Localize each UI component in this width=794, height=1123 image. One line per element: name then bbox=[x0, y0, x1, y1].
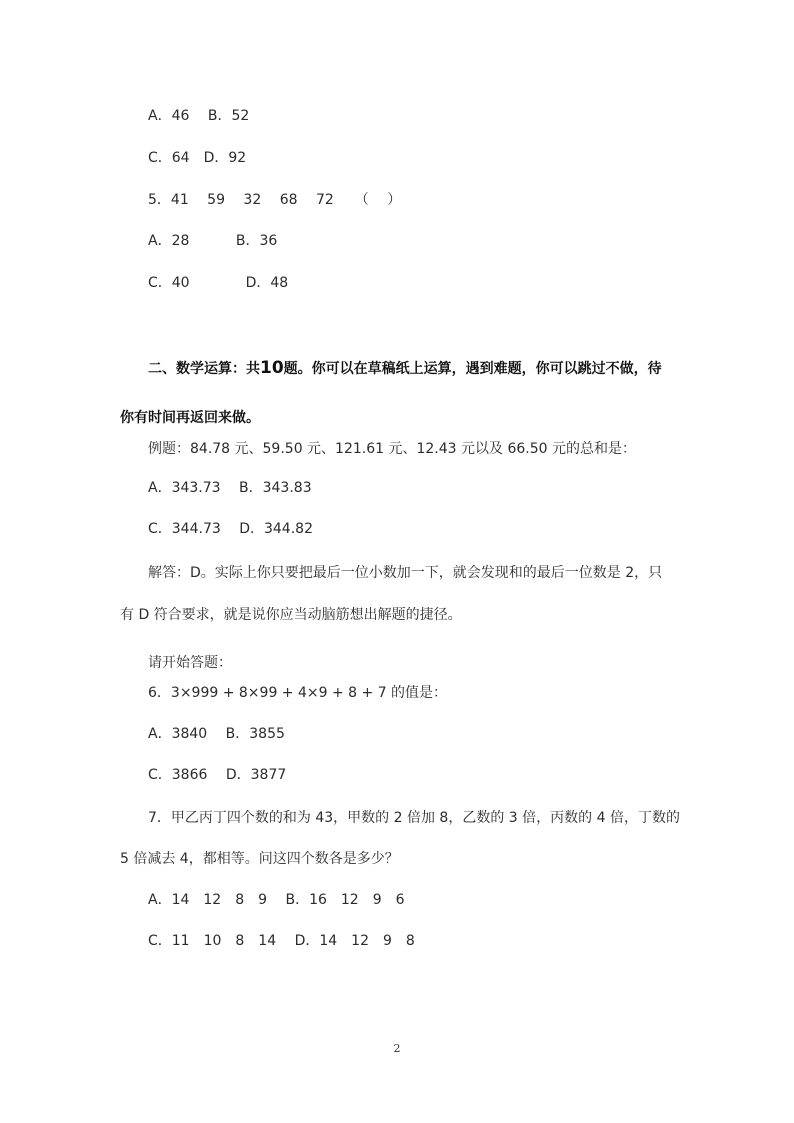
example-stem: 例题：84.78 元、59.50 元、121.61 元、12.43 元以及 66.50 元的总和是： bbox=[148, 441, 637, 457]
example-option-cd: C．344.73 D．344.82 bbox=[148, 521, 313, 537]
q5-option-cd: C．40 D．48 bbox=[148, 275, 289, 291]
q5-stem: 5．41 59 32 68 72 （ ） bbox=[148, 192, 402, 208]
q5-option-ab: A．28 B．36 bbox=[148, 233, 278, 249]
section2-header-line2: 你有时间再返回来做。 bbox=[120, 410, 260, 426]
q4-option-ab: A．46 B．52 bbox=[148, 108, 250, 124]
example-option-ab: A．343.73 B．343.83 bbox=[148, 480, 312, 496]
q6-stem: 6．3×999 + 8×99 + 4×9 + 8 + 7 的值是： bbox=[148, 685, 448, 701]
q7-option-ab: A．14 12 8 9 B．16 12 9 6 bbox=[148, 892, 405, 908]
section2-header-post: 题。你可以在草稿纸上运算，遇到难题，你可以跳过不做，待 bbox=[283, 361, 662, 377]
q6-option-ab: A．3840 B．3855 bbox=[148, 726, 285, 742]
q7-stem-line2: 5 倍减去 4，都相等。问这四个数各是多少？ bbox=[120, 851, 399, 867]
section2-header-num: 10 bbox=[260, 358, 284, 378]
q7-stem-line1: 7．甲乙丙丁四个数的和为 43，甲数的 2 倍加 8，乙数的 3 倍，丙数的 4 倍，丁数的 bbox=[148, 810, 680, 826]
example-answer-line1: 解答：D。实际上你只要把最后一位小数加一下，就会发现和的最后一位数是 2，只 bbox=[148, 565, 663, 581]
q4-option-cd: C．64 D．92 bbox=[148, 150, 247, 166]
page-number: 2 bbox=[393, 1042, 401, 1055]
start-prompt: 请开始答题： bbox=[148, 655, 232, 671]
q7-option-cd: C．11 10 8 14 D．14 12 9 8 bbox=[148, 933, 415, 949]
q6-option-cd: C．3866 D．3877 bbox=[148, 767, 287, 783]
section2-header-pre: 二、数学运算：共 bbox=[148, 361, 260, 377]
example-answer-line2: 有 D 符合要求，就是说你应当动脑筋想出解题的捷径。 bbox=[120, 607, 462, 623]
section2-header bbox=[148, 358, 662, 378]
